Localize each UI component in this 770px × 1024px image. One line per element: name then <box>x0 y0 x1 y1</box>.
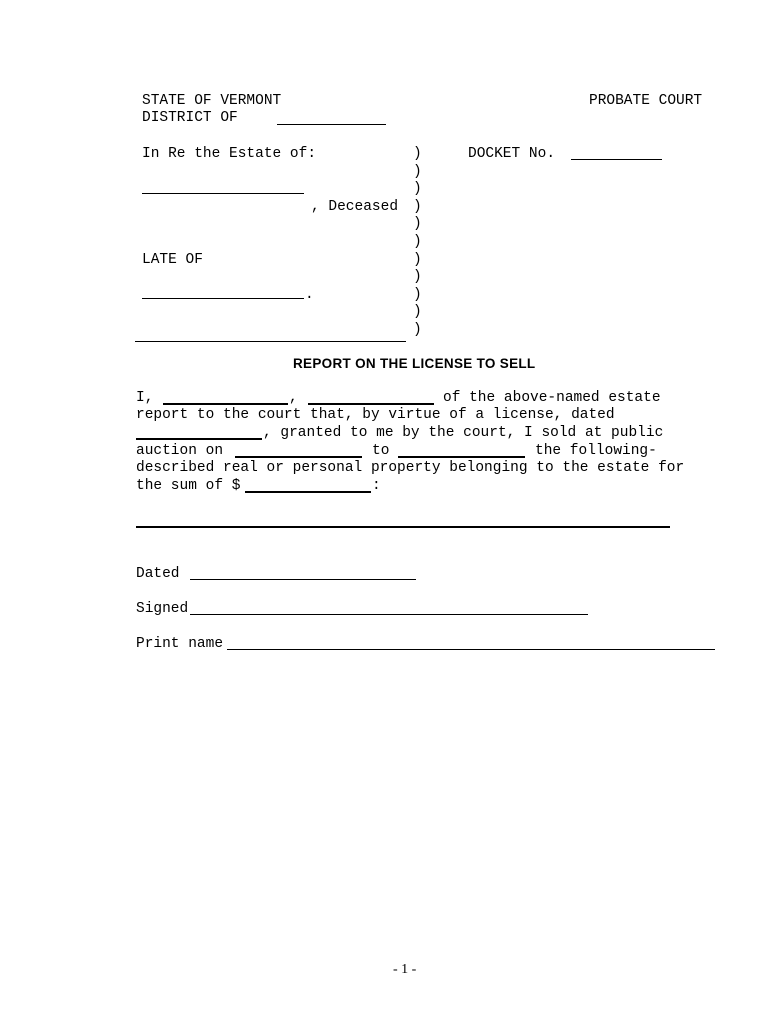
caption-paren-column <box>413 146 422 340</box>
paren: ) <box>413 146 422 162</box>
paren: ) <box>413 181 422 198</box>
late-of-blank[interactable] <box>142 286 304 299</box>
paren: ) <box>413 198 422 215</box>
buyer-blank[interactable] <box>398 444 525 458</box>
paren: ) <box>413 163 422 180</box>
sum-blank[interactable] <box>245 479 371 493</box>
signed-label: Signed <box>136 601 189 617</box>
paren: ) <box>413 321 422 338</box>
deceased-label: , Deceased <box>311 199 399 215</box>
body-line-1-comma: , <box>289 390 298 406</box>
late-of-period: . <box>305 287 314 303</box>
state-label: STATE OF VERMONT <box>142 93 282 109</box>
body-line-1-start: I, <box>136 390 154 406</box>
docket-label: DOCKET No. <box>468 146 556 162</box>
body-line-1-end: of the above-named estate <box>443 390 661 406</box>
late-of-label: LATE OF <box>142 252 203 268</box>
auction-date-blank[interactable] <box>235 444 362 458</box>
district-blank[interactable] <box>277 112 386 125</box>
docket-number-blank[interactable] <box>571 147 662 160</box>
body-line-4-start: auction on <box>136 443 224 459</box>
print-name-label: Print name <box>136 636 224 652</box>
body-line-6-start: the sum of $ <box>136 478 241 494</box>
body-line-5: described real or personal property belonging to the estate for <box>136 460 685 476</box>
dated-blank[interactable] <box>190 567 416 580</box>
court-label: PROBATE COURT <box>589 93 703 109</box>
dated-label: Dated <box>136 566 180 582</box>
paren: ) <box>413 286 422 303</box>
body-line-6-colon: : <box>372 478 381 494</box>
paren: ) <box>413 233 422 250</box>
name-blank[interactable] <box>163 391 288 405</box>
license-date-blank[interactable] <box>136 426 262 440</box>
paren: ) <box>413 304 422 321</box>
body-line-3: , granted to me by the court, I sold at public <box>263 425 664 441</box>
body-line-2: report to the court that, by virtue of a license, dated <box>136 407 615 423</box>
body-line-4-to: to <box>372 443 390 459</box>
paren: ) <box>413 216 422 233</box>
decedent-name-blank[interactable] <box>142 181 304 194</box>
capacity-blank[interactable] <box>308 391 434 405</box>
print-name-blank[interactable] <box>227 637 715 650</box>
caption-extra-blank[interactable] <box>135 329 406 342</box>
signature-blank[interactable] <box>190 602 588 615</box>
paren: ) <box>413 251 422 268</box>
paren: ) <box>413 269 422 286</box>
document-title: REPORT ON THE LICENSE TO SELL <box>293 356 536 371</box>
property-description-line[interactable] <box>136 526 670 528</box>
body-line-4-end: the following- <box>535 443 657 459</box>
page-number: - 1 - <box>393 962 417 977</box>
in-re-label: In Re the Estate of: <box>142 146 317 162</box>
district-label: DISTRICT OF <box>142 110 238 126</box>
